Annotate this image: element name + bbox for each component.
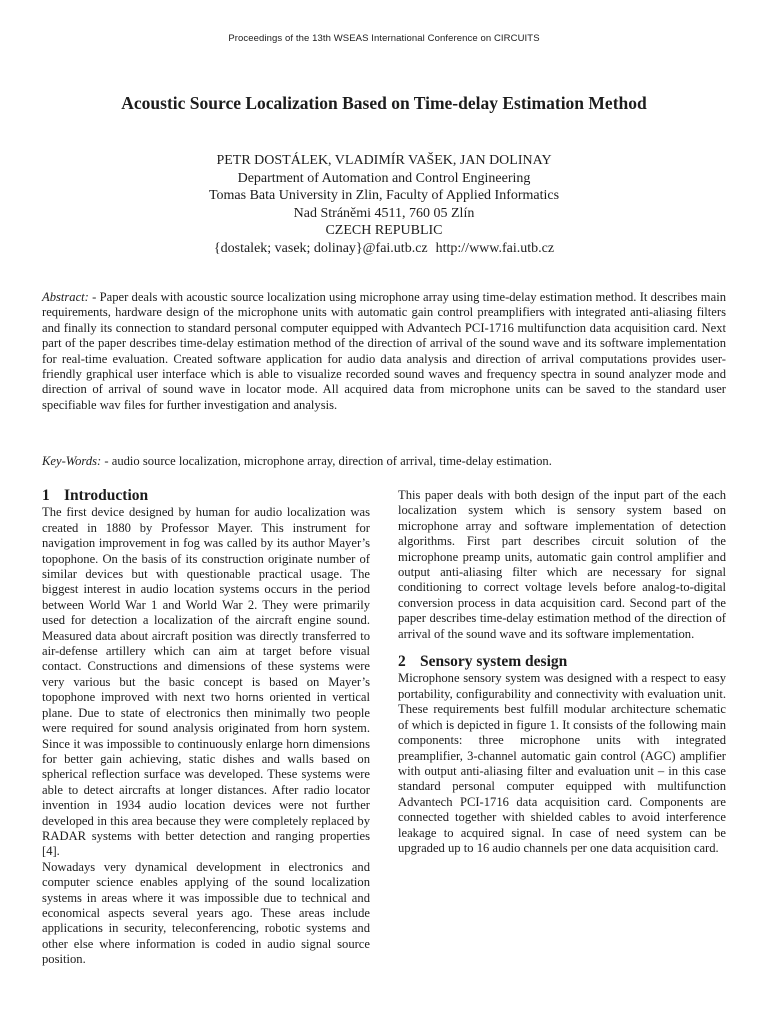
section-1-heading	[42, 488, 370, 503]
section-2-title: Sensory system design	[420, 653, 568, 671]
intro-paragraph-2-text: Nowadays very dynamical development in electronics and computer science enables applying of the sound localization systems in areas where it was impossible due to technical and economical aspects several years ago. These areas include applications in security, teleconferencing, robotic systems and other else where information is coded in audio signal source position.	[42, 859, 370, 967]
country: CZECH REPUBLIC	[325, 223, 443, 239]
intro-paragraph-2	[42, 860, 370, 968]
keywords	[42, 454, 726, 469]
section-1-number: 1	[42, 487, 50, 504]
section-2-heading	[398, 654, 726, 669]
abstract	[42, 290, 726, 413]
keywords-label: Key-Words:	[42, 454, 102, 468]
university: Tomas Bata University in Zlin, Faculty of Applied Informatics	[208, 188, 560, 204]
abstract-label: Abstract:	[42, 290, 89, 304]
author-names: PETR DOSTÁLEK, VLADIMÍR VAŠEK, JAN DOLINAY	[216, 153, 552, 168]
department: Department of Automation and Control Engineering	[237, 170, 531, 186]
section-1-title: Introduction	[64, 487, 149, 504]
right-column	[398, 488, 726, 856]
intro-paragraph-1: The first device designed by human for audio localization was created in 1880 by Professor Mayer. This instrument for navigation improvement in fog was called by its author Mayer’s topophone. On the basis of its construction originate number of similar devices but with questionable practical usage. The biggest interest in audio location systems occurs in the period between World War 1 and World War 2. They were primarily used for detection a localization of the aircraft engine sound. Measured data about aircraft position was directly transferred to air-defense artillery which can aim at target before visual contact. Constructions and dimensions of these systems were very various but the basic concept is based on Mayer’s topophone improved with next two horns oriented in vertical plane. Due to state of electronics then minimally two people were required for sound analysis originated from horn system. Since it was impossible to continuously enlarge horn dimensions for better gain achieving, static dishes and walls based on spherical reflection surface was developed. These systems were able to detect aircrafts at longer distances. After radio locator invention in 1934 audio location devices were not further developed in this area because they were completely replaced by RADAR systems with better detection and ranging properties [4].	[42, 505, 370, 859]
left-column	[42, 488, 370, 968]
sensory-paragraph-1: Microphone sensory system was designed with a respect to easy portability, configurability and connectivity with evaluation unit. These requirements best fulfill modular architecture schematic of which is depicted in figure 1. It consists of the following main components: three microphone units with integrated preamplifier, 3-channel automatic gain control (AGC) amplifier with output anti-aliasing filter and evaluation unit – in this case standard personal computer equipped with multifunction Advantech PCI-1716 data acquisition card. Components are connected together with shielded cables to avoid interference leakage to acquired signal. In case of need system can be upgraded up to 16 audio channels per one data acquisition card.	[398, 671, 726, 855]
section-2-number: 2	[398, 653, 406, 671]
keywords-text: - audio source localization, microphone array, direction of arrival, time-delay estimation.	[101, 454, 552, 468]
paper-title: Acoustic Source Localization Based on Time-delay Estimation Method	[121, 93, 647, 113]
address: Nad Stráněmi 4511, 760 05 Zlín	[293, 205, 475, 221]
abstract-text: - Paper deals with acoustic source localization using microphone array using time-delay estimation method. It describes main requirements, hardware design of the microphone units with automatic gain control preamplifiers with integrated anti-aliasing filters and finally its connection to standard personal computer equipped with Advantech PCI-1716 multifunction data acquisition card. Next part of the paper describes time-delay estimation method of the direction of arrival of the sound wave and its software implementation for real-time evaluation. Created software application for audio data analysis and direction of arrival computations provides user-friendly graphical user interface which is able to visualize recorded sound waves and frequency spectra in sound analyzer mode and direction of arrival of sound wave in locator mode. All acquired data from microphone units can be saved to the standard user specifiable wav files for further investigation and analysis.	[42, 290, 726, 412]
author-emails: {dostalek; vasek; dolinay}@fai.utb.cz	[213, 240, 428, 256]
author-block	[0, 152, 768, 258]
intro-paragraph-3: This paper deals with both design of the input part of the each localization system which is sensory system based on microphone array and software implementation of detection algorithms. First part describes circuit solution of the microphone preamp units, automatic gain control amplifier and output anti-aliasing filter which are necessary for signal conditioning to correct voltage levels before analog-to-digital conversion process in data acquisition card. Second part of the paper describes time-delay estimation method of the direction of arrival of the sound wave and its software implementation.	[398, 488, 726, 641]
contact-line	[0, 240, 768, 258]
running-head: Proceedings of the 13th WSEAS International Conference on CIRCUITS	[228, 33, 540, 44]
website-link[interactable]: http://www.fai.utb.cz	[435, 240, 555, 256]
